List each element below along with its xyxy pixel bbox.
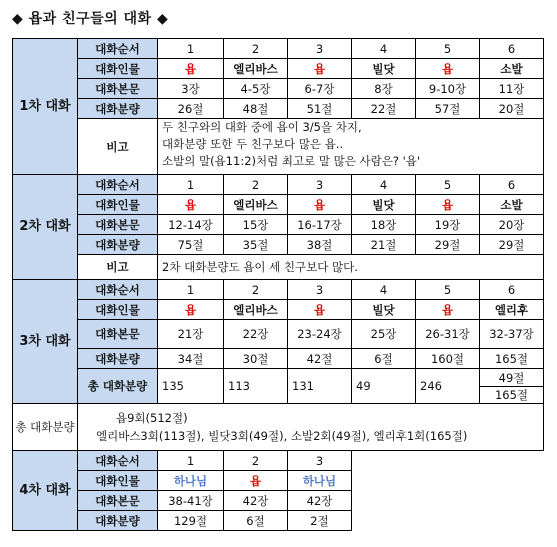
cell: 34절 [158,349,224,369]
cell: 16-17장 [288,215,352,235]
cell: 49 [352,369,416,404]
r2-amount-row [13,235,544,255]
note-cell [158,119,544,175]
cell: 35절 [224,235,288,255]
cell: 57절 [416,99,480,119]
cell: 22절 [352,99,416,119]
label-order: 대화순서 [78,39,158,59]
cell: 246 [416,369,480,404]
total-split-cell [480,369,544,404]
label-total: 총 대화분량 [78,369,158,404]
cell: 26절 [158,99,224,119]
cell: 4-5장 [224,79,288,99]
label-person: 대화인물 [78,471,158,491]
person-cell: 소발 [480,195,544,215]
label-amount: 대화분량 [78,235,158,255]
cell: 29절 [416,235,480,255]
person-cell: 욥 [158,300,224,320]
person-cell: 욥 [158,59,224,79]
label-order: 대화순서 [78,280,158,300]
person-cell: 욥 [416,59,480,79]
cell: 5 [416,280,480,300]
cell: 30절 [224,349,288,369]
cell: 75절 [158,235,224,255]
r1-text-row [13,79,544,99]
cell: 23-24장 [288,320,352,349]
cell: 6절 [224,511,288,531]
cell: 42장 [288,491,352,511]
person-cell: 엘리바스 [224,300,288,320]
cell: 2 [224,39,288,59]
cell: 42절 [288,349,352,369]
label-text: 대화본문 [78,79,158,99]
cell: 1 [158,175,224,195]
label-text: 대화본문 [78,215,158,235]
cell: 2절 [288,511,352,531]
label-amount: 대화분량 [78,349,158,369]
cell: 21절 [352,235,416,255]
person-cell: 욥 [416,195,480,215]
cell: 3 [288,175,352,195]
person-cell: 욥 [288,300,352,320]
cell: 165절 [494,387,529,402]
cell: 26-31장 [416,320,480,349]
r3-order-row [13,280,544,300]
cell: 32-37장 [480,320,544,349]
cell: 4 [352,175,416,195]
cell: 29절 [480,235,544,255]
cell: 165절 [480,349,544,369]
person-cell: 욥 [416,300,480,320]
r2-note-row [13,255,544,280]
cell: 15장 [224,215,288,235]
cell: 6 [480,280,544,300]
note-line: 대화분량 또한 두 친구보다 많은 욥.. [162,137,344,151]
dialogue-table [12,38,544,531]
cell: 8장 [352,79,416,99]
cell: 113 [224,369,288,404]
cell: 131 [288,369,352,404]
person-cell: 엘리후 [480,300,544,320]
person-cell: 하나님 [288,471,352,491]
grand-total-row [13,404,544,451]
cell: 20절 [480,99,544,119]
cell: 22장 [224,320,288,349]
cell: 2 [224,280,288,300]
cell: 6 [480,175,544,195]
person-cell: 소발 [480,59,544,79]
person-cell: 욥 [224,471,288,491]
cell: 42장 [224,491,288,511]
grand-total-line: 욥9회(512절) [116,411,188,425]
cell: 4 [352,39,416,59]
label-order: 대화순서 [78,175,158,195]
r1-person-row [13,59,544,79]
person-cell: 하나님 [158,471,224,491]
grand-total-label: 총 대화분량 [13,404,78,451]
label-person: 대화인물 [78,195,158,215]
cell: 21장 [158,320,224,349]
person-cell: 욥 [288,195,352,215]
cell: 20장 [480,215,544,235]
cell: 1 [158,451,224,471]
round3-label: 3차 대화 [13,280,78,404]
r2-text-row [13,215,544,235]
cell: 11장 [480,79,544,99]
cell: 48절 [224,99,288,119]
r4-order-row [13,451,544,471]
person-cell: 욥 [158,195,224,215]
person-cell: 엘리바스 [224,59,288,79]
cell: 19장 [416,215,480,235]
round2-label: 2차 대화 [13,175,78,280]
page-title: ◆ 욥과 친구들의 대화 ◆ [12,11,169,27]
cell: 18장 [352,215,416,235]
cell: 3 [288,280,352,300]
r3-person-row [13,300,544,320]
cell: 4 [352,280,416,300]
cell: 1 [158,39,224,59]
round4-label: 4차 대화 [13,451,78,531]
cell: 3 [288,451,352,471]
cell: 25장 [352,320,416,349]
cell: 3 [288,39,352,59]
note-line: 소발의 말(욥11:2)처럼 최고로 말 많은 사람은? '욥' [162,154,421,168]
cell: 3장 [158,79,224,99]
r2-order-row [13,175,544,195]
blank-area [352,451,544,531]
cell: 9-10장 [416,79,480,99]
label-note: 비고 [78,255,158,280]
label-text: 대화본문 [78,491,158,511]
round1-label: 1차 대화 [13,39,78,175]
note-line: 두 친구와의 대화 중에 욥이 3/5을 차지, [162,120,362,134]
cell: 38절 [288,235,352,255]
person-cell: 빌닷 [352,195,416,215]
grand-total-text [78,404,544,451]
cell: 2 [224,175,288,195]
label-amount: 대화분량 [78,511,158,531]
r2-person-row [13,195,544,215]
cell: 12-14장 [158,215,224,235]
cell: 6-7장 [288,79,352,99]
label-text: 대화본문 [78,320,158,349]
cell: 6 [480,39,544,59]
label-person: 대화인물 [78,59,158,79]
person-cell: 엘리바스 [224,195,288,215]
cell: 5 [416,39,480,59]
cell: 6절 [352,349,416,369]
label-amount: 대화분량 [78,99,158,119]
cell: 1 [158,280,224,300]
cell: 135 [158,369,224,404]
cell: 160절 [416,349,480,369]
note-cell: 2차 대화분량도 욥이 세 친구보다 많다. [158,255,544,280]
cell: 38-41장 [158,491,224,511]
grand-total-line: 엘리바스3회(113절), 빌닷3회(49절), 소발2회(49절), 엘리후1회(165절) [96,429,468,443]
label-note: 비고 [78,119,158,175]
r1-amount-row [13,99,544,119]
label-person: 대화인물 [78,300,158,320]
person-cell: 빌닷 [352,59,416,79]
cell: 5 [416,175,480,195]
cell: 129절 [158,511,224,531]
person-cell: 빌닷 [352,300,416,320]
r1-note-row [13,119,544,175]
cell: 51절 [288,99,352,119]
r3-total-row [13,369,544,404]
r1-order-row [13,39,544,59]
cell: 2 [224,451,288,471]
person-cell: 욥 [288,59,352,79]
r3-amount-row [13,349,544,369]
cell: 49절 [480,370,543,387]
label-order: 대화순서 [78,451,158,471]
r3-text-row [13,320,544,349]
